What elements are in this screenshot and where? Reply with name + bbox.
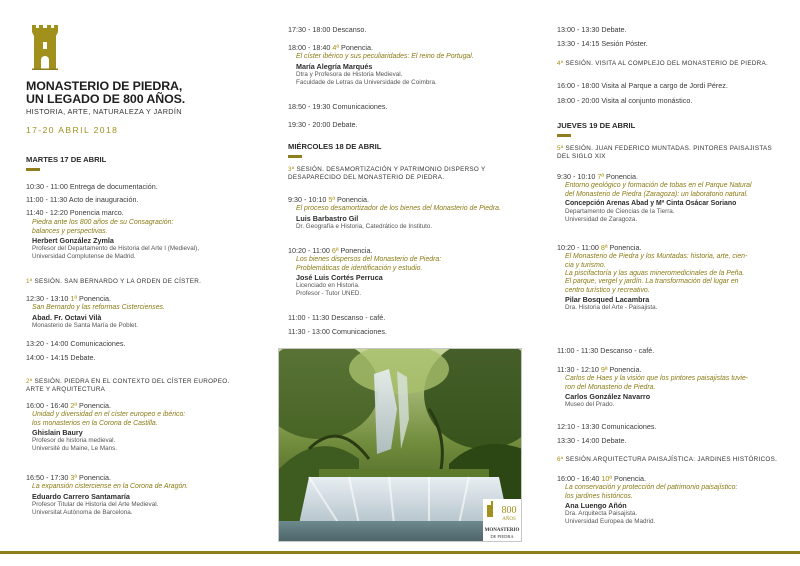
talk-entry: 10:20 - 11:00 6ª Ponencia. Los bienes dispersos del Monasterio de Piedra: Problemáticas de identificación y estudio. José Luis Cortés Perruca Licenciado en Historia. Profesor - Tutor UNED. [288, 246, 532, 298]
speaker-name: María Alegría Marqués [296, 61, 373, 71]
day-heading: MARTES 17 DE ABRIL [26, 155, 268, 171]
logo-name-1: MONASTERIO [484, 528, 520, 533]
waterfall-image [279, 349, 522, 542]
speaker-name: Luis Barbastro Gil [296, 213, 359, 223]
schedule-item: 11:00 - 11:30 Acto de inauguración. [26, 195, 139, 204]
talk-entry: 16:00 - 16:40 2ª Ponencia. Unidad y diversidad en el císter europeo e ibérico: los monasterios en la Corona de Castilla. Ghislain Baury Profesor de historia medieval. Université du Maine, Le Mans. [26, 401, 268, 453]
day-heading: JUEVES 19 DE ABRIL [557, 121, 785, 137]
speaker-name: Ghislain Baury [32, 428, 83, 438]
speaker-name: Pilar Bosqued Lacambra [565, 295, 650, 305]
schedule-item: 17:30 - 18:00 Descanso. [288, 25, 367, 34]
speaker-name: Abad. Fr. Octavi Vilà [32, 312, 102, 322]
talk-entry: 16:00 - 16:40 10ª Ponencia. La conservación y protección del patrimonio paisajístico: los jardines históricos. Ana Luengo Añón Dra. Arquitecta Paisajista. Universidad Europea de Madrid. [557, 474, 785, 526]
talk-entry: 9:30 - 10:10 7ª Ponencia. Entorno geológico y formación de tobas en el Parque Natural del Monasterio de Piedra (Zaragoza): un laboratorio natural. Concepción Arenas Abad y Mª Cinta Osácar Soriano Departamento de Ciencias de la Tierra. Universidad de Zaragoza. [557, 172, 785, 224]
schedule-item: 18:00 - 20:00 Visita al conjunto monástico. [557, 96, 693, 105]
schedule-item: 19:30 - 20:00 Debate. [288, 120, 358, 129]
talk-entry: 10:20 - 11:00 8ª Ponencia. El Monasterio de Piedra y los Muntadas: historia, arte, cien- cia y turismo. La piscifactoría y las aguas mineromedicinales de la Peña. El parque, vergel y jardín. La transformación del lugar en centro turístico y recreativo. Pilar Bosqued Lacambra Dra. Historia del Arte - Paisajista. [557, 243, 785, 312]
event-dates: 17-20 ABRIL 2018 [26, 125, 119, 135]
day-underline [557, 134, 571, 137]
schedule-item: 11:00 - 11:30 Descanso - café. [557, 346, 655, 355]
session-heading: 2ª SESIÓN. PIEDRA EN EL CONTEXTO DEL CÍSTER EUROPEO. ARTE Y ARQUITECTURA [26, 378, 230, 394]
speaker-name: Eduardo Carrero Santamaría [32, 491, 130, 501]
talk-entry: 11:40 - 12:20 Ponencia marco. Piedra ante los 800 años de su Consagración: balances y perspectivas. Herbert González Zymla Profesor del Departamento de Historia del Arte I (Medieval), Universidad Complutense de Madrid. [26, 208, 268, 261]
schedule-item: 18:50 - 19:30 Comunicaciones. [288, 102, 388, 111]
day-underline [288, 155, 302, 158]
schedule-item: 16:00 - 18:00 Visita al Parque a cargo de Jordi Pérez. [557, 81, 728, 90]
bottom-divider [0, 551, 800, 554]
schedule-item: 14:00 - 14:15 Debate. [26, 353, 96, 362]
day-underline [26, 168, 40, 171]
schedule-item: 11:30 - 13:00 Comunicaciones. [288, 327, 387, 336]
session-heading: 5ª SESIÓN. JUAN FEDERICO MUNTADAS. PINTORES PAISAJISTAS DEL SIGLO XIX [557, 145, 773, 161]
page-subtitle: HISTORIA, ARTE, NATURALEZA Y JARDÍN [26, 107, 182, 116]
speaker-name: Ana Luengo Añón [565, 501, 627, 511]
session-heading: 3ª SESIÓN. DESAMORTIZACIÓN Y PATRIMONIO DISPERSO Y DESAPARECIDO DEL MONASTERIO DE PIEDRA. [288, 166, 486, 182]
session-heading: 4ª SESIÓN. VISITA AL COMPLEJO DEL MONASTERIO DE PIEDRA. [557, 60, 769, 67]
logo-name-2: DE PIEDRA [490, 534, 514, 539]
waterfall-photo [278, 348, 522, 542]
session-heading: 6ª SESIÓN.ARQUITECTURA PAISAJÍSTICA: JARDINES HISTÓRICOS. [557, 456, 778, 463]
schedule-item: 13:30 - 14:00 Debate. [557, 436, 627, 445]
schedule-item: 13:20 - 14:00 Comunicaciones. [26, 339, 126, 348]
speaker-name: Herbert González Zymla [32, 236, 114, 246]
session-heading: 1ª SESIÓN. SAN BERNARDO Y LA ORDEN DE CÍSTER. [26, 278, 202, 285]
speaker-name: José Luis Cortés Perruca [296, 273, 383, 283]
day-heading: MIÉRCOLES 18 DE ABRIL [288, 142, 532, 158]
column-thursday [557, 0, 785, 548]
page-title: MONASTERIO DE PIEDRA, UN LEGADO DE 800 AÑOS. [26, 79, 186, 106]
speaker-name: Concepción Arenas Abad y Mª Cinta Osácar Soriano [565, 200, 737, 208]
schedule-item: 13:00 - 13:30 Debate. [557, 25, 627, 34]
logo-years: AÑOS [502, 517, 516, 522]
talk-entry: 9:30 - 10:10 5ª Ponencia. El proceso desamortizador de los bienes del Monasterio de Piedra. Luis Barbastro Gil Dr. Geografía e Historia, Catedrático de Instituto. [288, 195, 532, 231]
talk-entry: 16:50 - 17:30 3ª Ponencia. La expansión cisterciense en la Corona de Aragón. Eduardo Carrero Santamaría Profesor Titular de Historia del Arte Medieval. Universitat Autònoma de Barcelona. [26, 473, 268, 517]
schedule-item: 11:00 - 11:30 Descanso - café. [288, 313, 386, 322]
schedule-item: 13:30 - 14:15 Sesión Póster. [557, 39, 648, 48]
schedule-item: 10:30 - 11:00 Entrega de documentación. [26, 182, 158, 191]
schedule-item: 12:10 - 13:30 Comunicaciones. [557, 422, 657, 431]
column-tuesday [26, 0, 268, 548]
talk-entry: 11:30 - 12:10 9ª Ponencia. Carlos de Haes y la visión que los pintores paisajistas tuvie- ron del Monasterio de Piedra. Carlos González Navarro Museo del Prado. [557, 365, 785, 409]
talk-entry: 12:30 - 13:10 1ª Ponencia. San Bernardo y las reformas Cistercienses. Abad. Fr. Octavi Vilà Monasterio de Santa María de Poblet. [26, 294, 268, 330]
logo-number: 800 [501, 505, 517, 516]
speaker-name: Carlos González Navarro [565, 392, 651, 402]
talk-entry: 18:00 - 18:40 4ª Ponencia. El císter ibérico y sus peculiaridades: El reino de Portugal. María Alegría Marqués Dtra y Profesora de Historia Medieval. Faculdade de Letras da Universidade de Coimbra. [288, 43, 532, 87]
